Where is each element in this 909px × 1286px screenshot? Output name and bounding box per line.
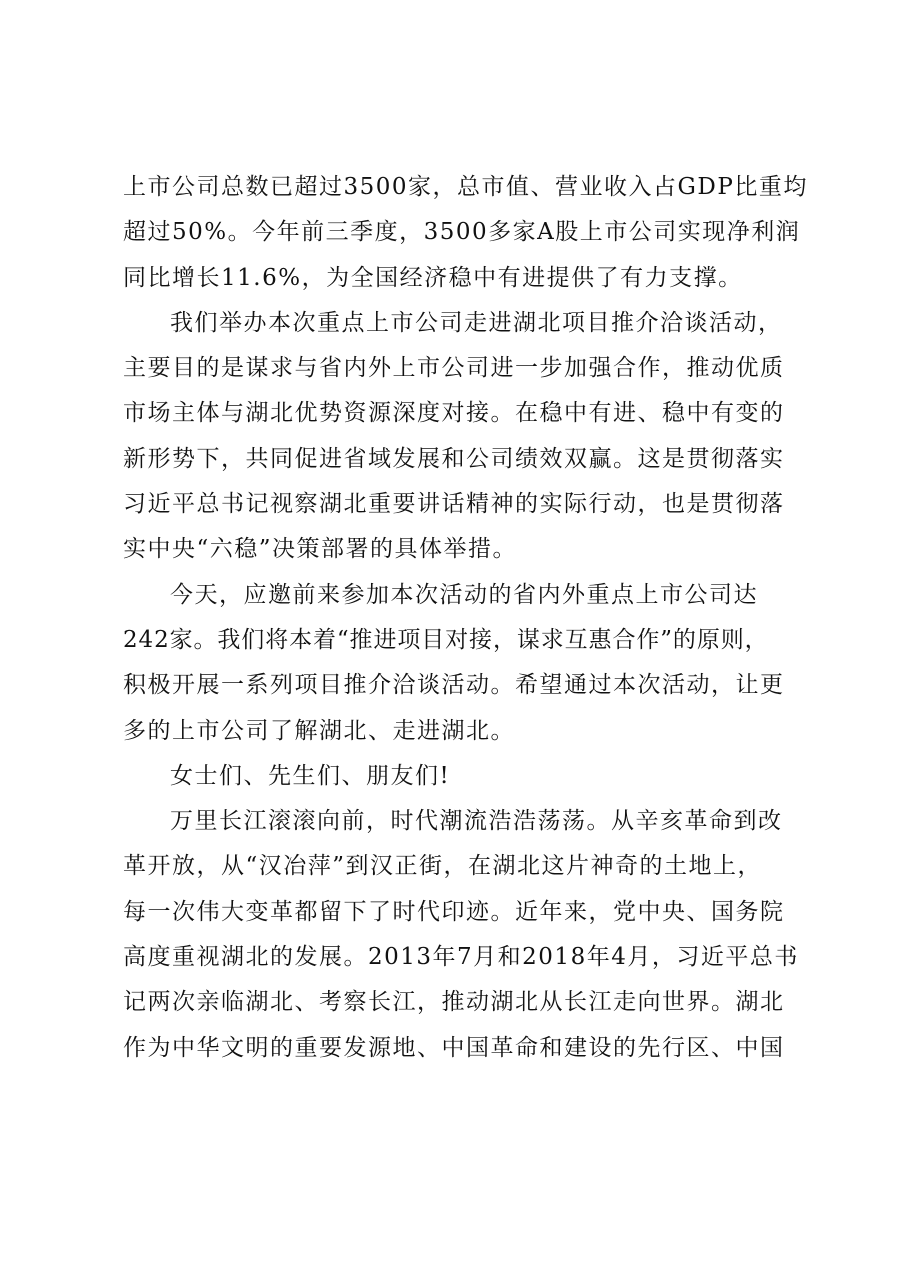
text-line: 记两次亲临湖北、考察长江，推动湖北从长江走向世界。湖北	[123, 989, 785, 1016]
text-line: 新形势下，共同促进省域发展和公司绩效双赢。这是贯彻落实	[123, 445, 785, 472]
text-line: 每一次伟大变革都留下了时代印迹。近年来，党中央、国务院	[123, 898, 785, 925]
document-body	[123, 165, 808, 1071]
paragraph-start-line: 我们举办本次重点上市公司走进湖北项目推介洽谈活动，	[170, 309, 783, 336]
paragraph-start-line: 今天，应邀前来参加本次活动的省内外重点上市公司达	[170, 581, 758, 608]
text-line: 242家。我们将本着“推进项目对接，谋求互惠合作”的原则，	[123, 626, 769, 653]
text-line: 实中央“六稳”决策部署的具体举措。	[123, 536, 518, 563]
text-line: 同比增长11.6%，为全国经济稳中有进提供了有力支撑。	[123, 264, 743, 291]
text-line: 多的上市公司了解湖北、走进湖北。	[123, 717, 515, 744]
paragraph-start-line: 万里长江滚滚向前，时代潮流浩浩荡荡。从辛亥革命到改	[170, 808, 783, 835]
text-line: 上市公司总数已超过3500家，总市值、营业收入占GDP比重均	[123, 174, 808, 200]
text-line: 市场主体与湖北优势资源深度对接。在稳中有进、稳中有变的	[123, 400, 785, 427]
text-line: 主要目的是谋求与省内外上市公司进一步加强合作，推动优质	[123, 355, 785, 382]
text-line: 积极开展一系列项目推介洽谈活动。希望通过本次活动，让更	[123, 672, 785, 699]
text-line: 习近平总书记视察湖北重要讲话精神的实际行动，也是贯彻落	[123, 491, 785, 518]
greeting-line: 女士们、先生们、朋友们!	[170, 762, 451, 789]
text-line: 作为中华文明的重要发源地、中国革命和建设的先行区、中国	[123, 1034, 785, 1061]
text-line: 革开放，从“汉冶萍”到汉正街，在湖北这片神奇的土地上，	[123, 853, 763, 880]
text-line: 高度重视湖北的发展。2013年7月和2018年4月，习近平总书	[123, 944, 799, 971]
text-line: 超过50%。今年前三季度，3500多家A股上市公司实现净利润	[123, 219, 801, 246]
